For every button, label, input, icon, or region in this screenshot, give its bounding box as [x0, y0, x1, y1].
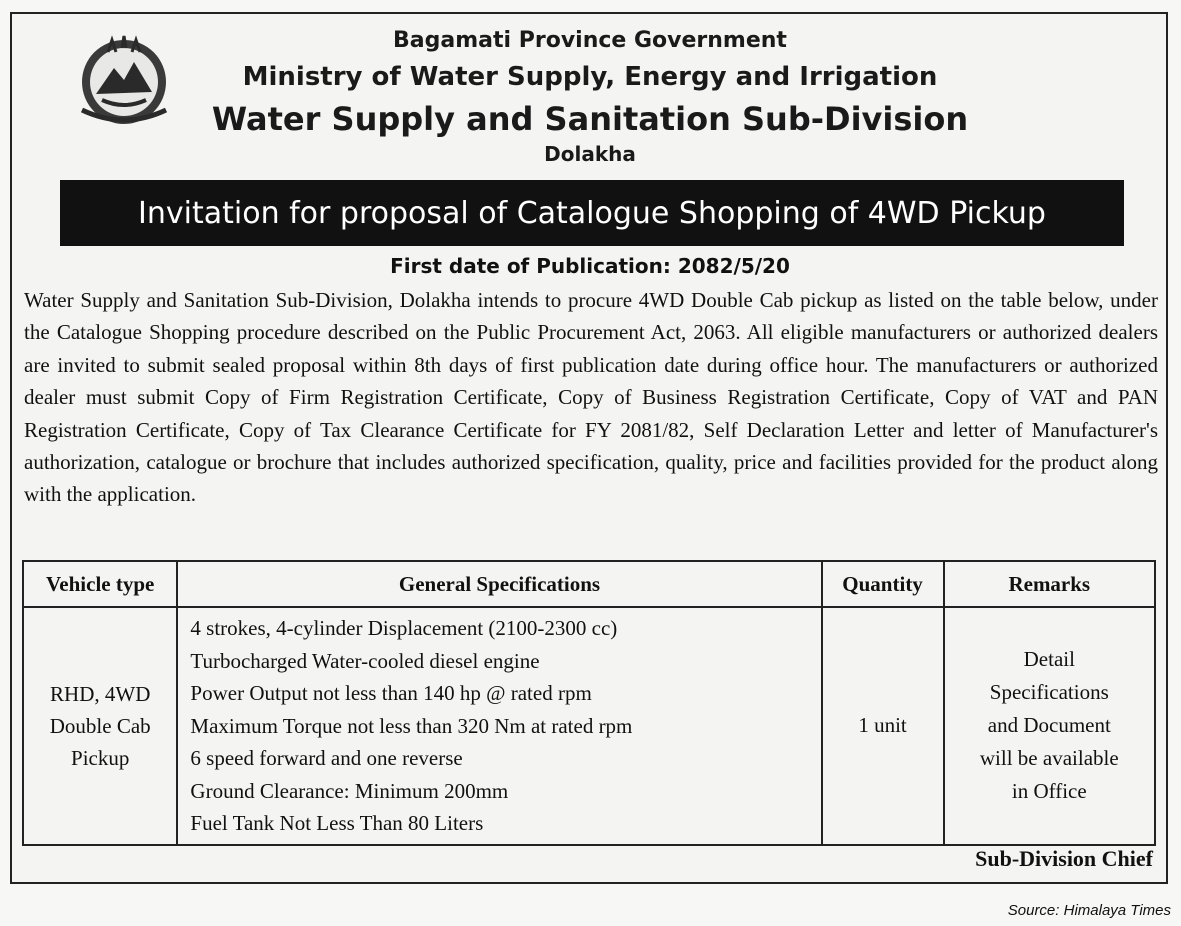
ministry-title: Ministry of Water Supply, Energy and Irrigation — [242, 62, 938, 92]
spec-line: Turbocharged Water-cooled diesel engine — [190, 648, 540, 673]
spec-line: Power Output not less than 140 hp @ rated rpm — [190, 681, 592, 705]
notice-body-paragraph: Water Supply and Sanitation Sub-Division, Dolakha intends to procure 4WD Double Cab pickup as listed on the table below, under the Catalogue Shopping procedure described on the Public Procurement Act, 2063. All eligible manufacturers or authorized dealers are invited to submit sealed proposal within 8th days of first publication date during office hour. The manufacturers or authorized dealer must submit Copy of Firm Registration Certificate, Copy of Business Registration Certificate, Copy of VAT and PAN Registration Certificate, Copy of Tax Clearance Certificate for FY 2081/82, Self Declaration Letter and letter of Manufacturer's authorization, catalogue or brochure that includes authorized specification, quality, price and facilities provided for the product along with the application. — [24, 288, 1158, 507]
header-remarks: Remarks — [944, 561, 1155, 607]
publication-date: First date of Publication: 2082/5/20 — [390, 254, 790, 278]
source-credit: Source: Himalaya Times — [1007, 902, 1171, 919]
spec-line: Maximum Torque not less than 320 Nm at rated rpm — [190, 713, 633, 738]
table-row — [23, 607, 1155, 845]
notice-banner-title: Invitation for proposal of Catalogue Shopping of 4WD Pickup — [138, 195, 1046, 231]
remarks-cell: Detail Specifications and Document will be available in Office — [944, 607, 1155, 845]
specifications-cell — [177, 607, 821, 845]
header-general-specifications: General Specifications — [177, 561, 821, 607]
vehicle-type-cell: RHD, 4WD Double Cab Pickup — [23, 607, 177, 845]
province-government-title: Bagamati Province Government — [393, 28, 787, 53]
spec-line: 6 speed forward and one reverse — [190, 746, 463, 770]
notice-banner — [60, 180, 1124, 246]
header-vehicle-type: Vehicle type — [23, 561, 177, 607]
signatory-title: Sub-Division Chief — [975, 846, 1153, 871]
header-quantity: Quantity — [822, 561, 944, 607]
table-header-row — [23, 561, 1155, 607]
government-emblem-icon — [72, 30, 176, 130]
spec-line: Fuel Tank Not Less Than 80 Liters — [190, 811, 484, 835]
district-name: Dolakha — [544, 142, 636, 166]
sub-division-title: Water Supply and Sanitation Sub-Division — [211, 100, 969, 138]
spec-line: Ground Clearance: Minimum 200mm — [190, 778, 509, 803]
specification-table — [22, 560, 1156, 846]
quantity-cell: 1 unit — [822, 607, 944, 845]
spec-line: 4 strokes, 4-cylinder Displacement (2100-2300 cc) — [190, 616, 618, 640]
